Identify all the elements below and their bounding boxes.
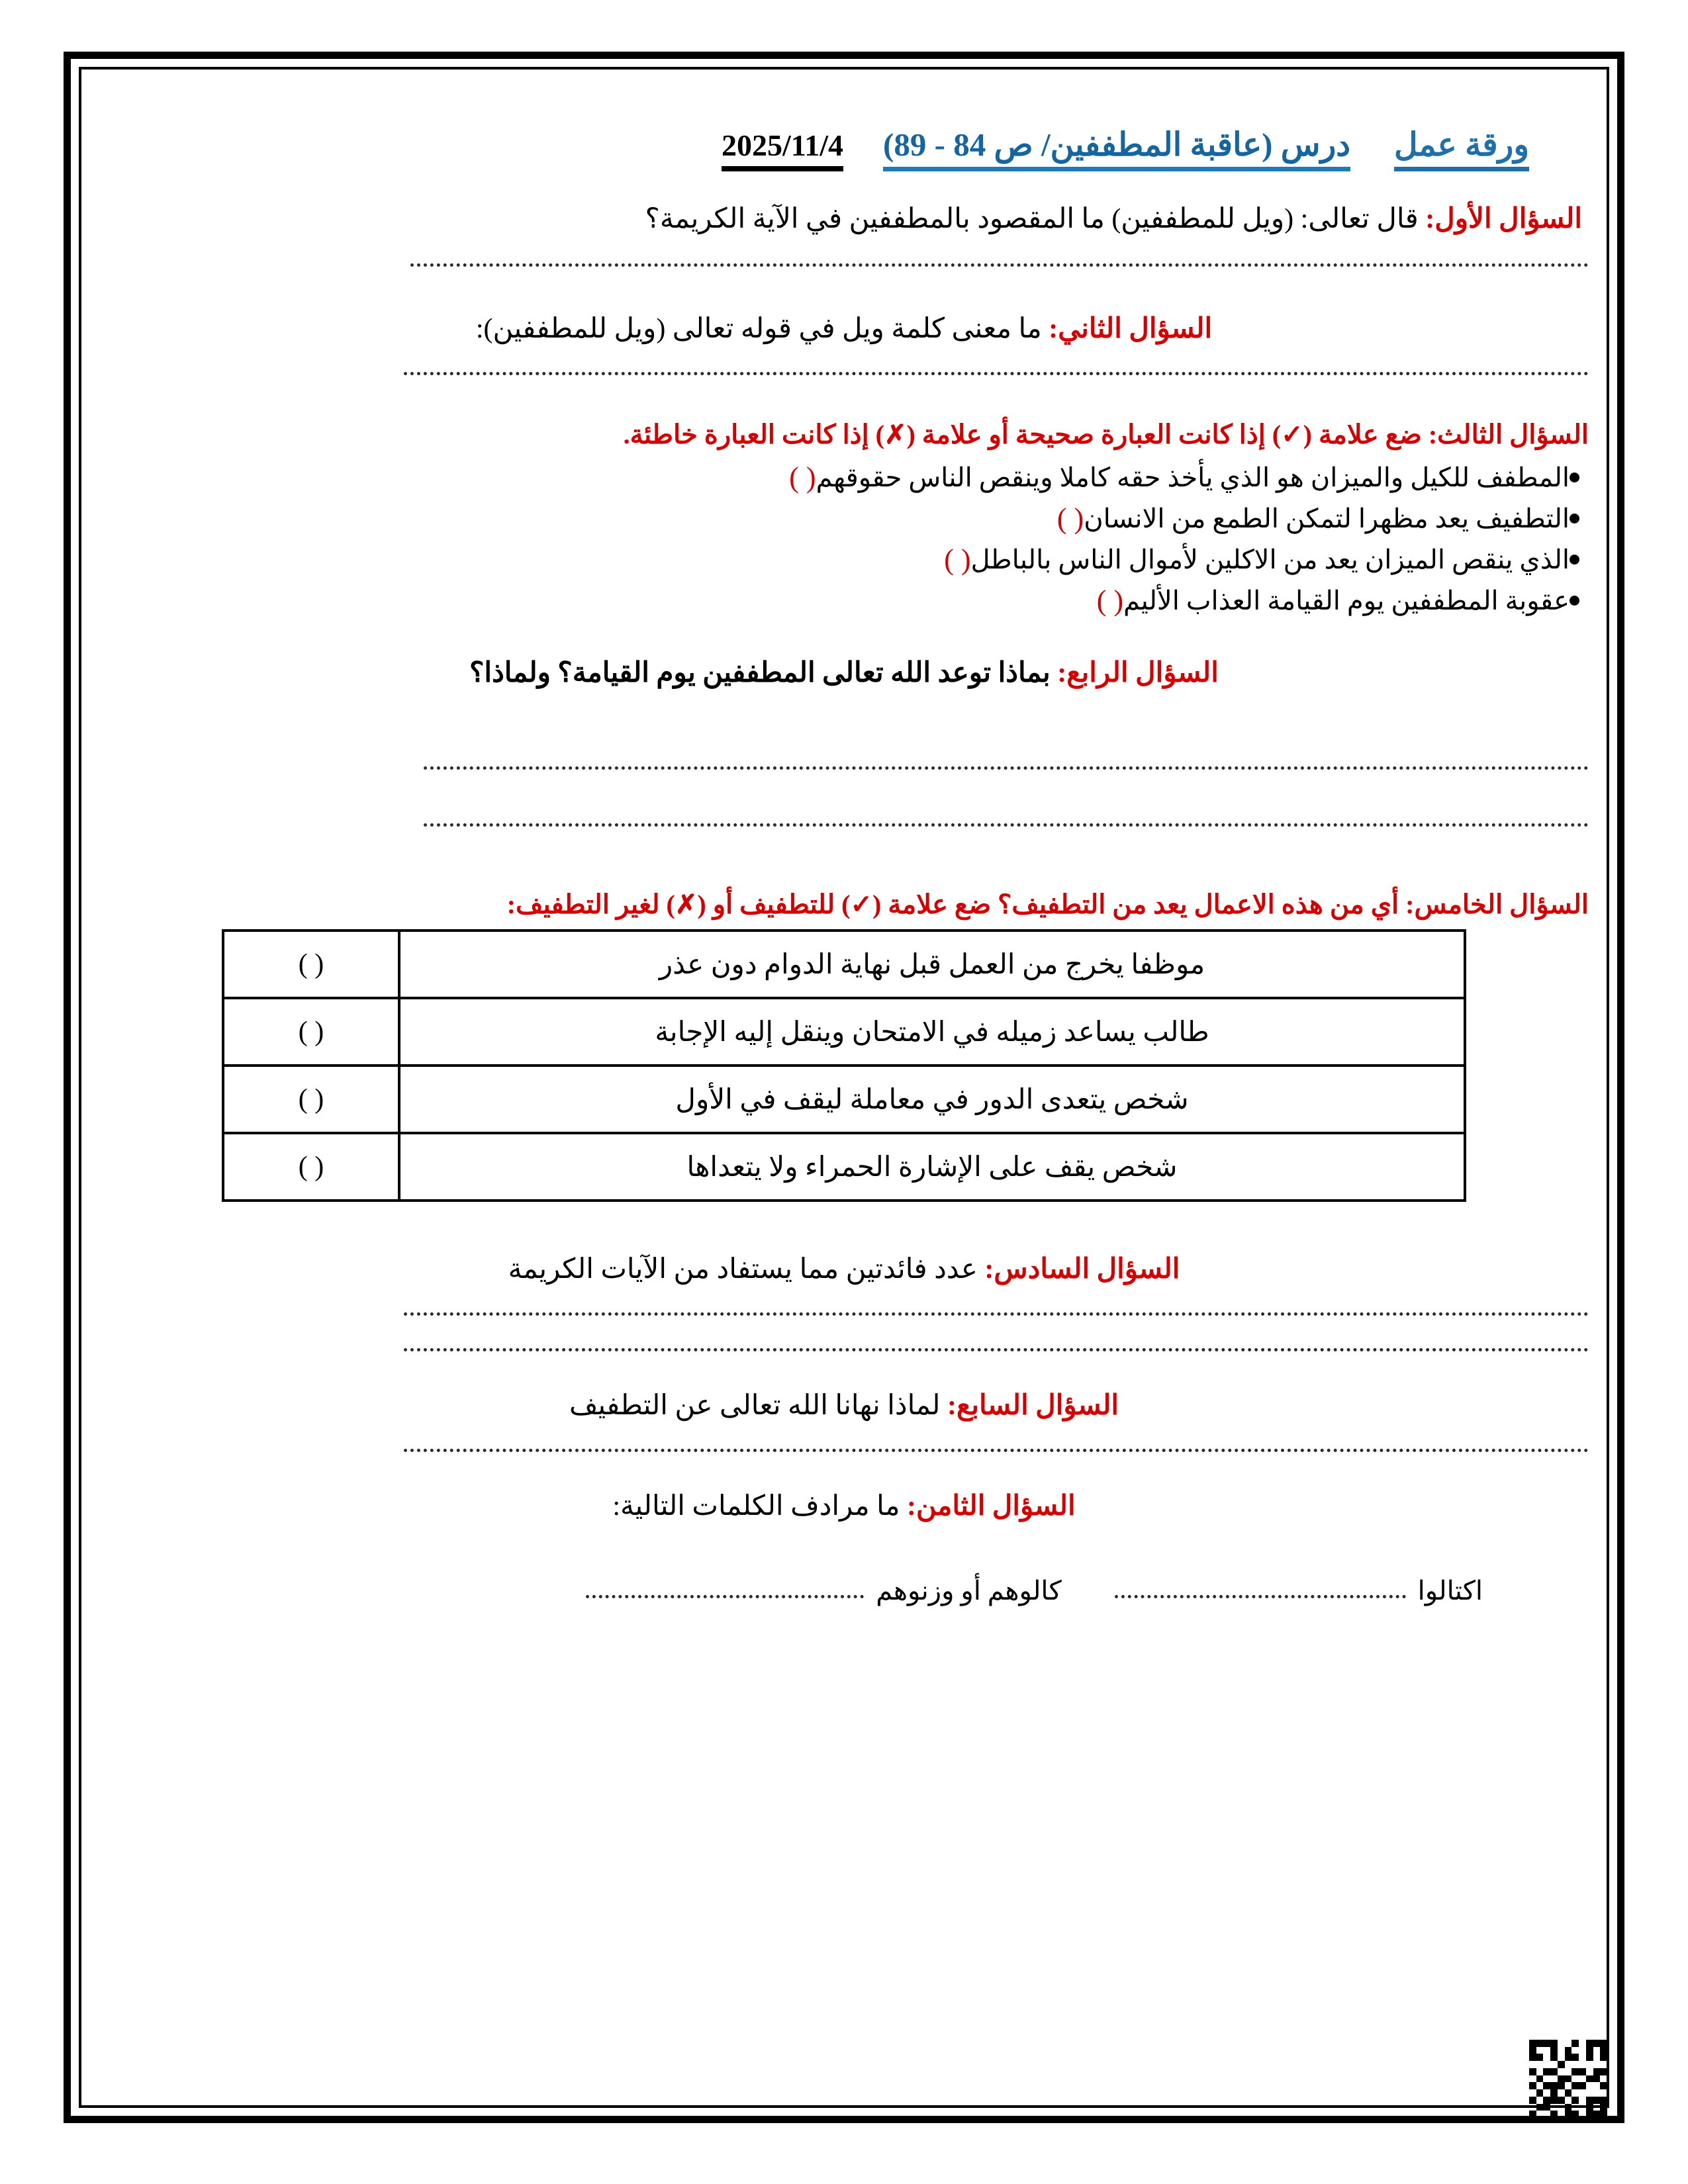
question-6-answer-line-2[interactable] [404, 1347, 1589, 1351]
table-cell-answer-box[interactable]: ( ) [223, 998, 399, 1066]
statement-answer-box[interactable]: ( ) [944, 543, 971, 576]
worksheet-header [99, 99, 1589, 171]
bullet-icon [1570, 514, 1579, 523]
table-cell-statement: شخص يقف على الإشارة الحمراء ولا يتعداها [399, 1133, 1465, 1201]
question-4-answer-line-1[interactable] [424, 766, 1589, 770]
synonym-word-1: اكتالوا [1417, 1575, 1483, 1606]
question-4 [99, 655, 1589, 693]
statement-answer-box[interactable]: ( ) [1056, 502, 1084, 535]
table-cell-statement: طالب يساعد زميله في الامتحان وينقل إليه الإجابة [399, 998, 1465, 1066]
bullet-icon [1570, 596, 1579, 606]
question-6 [99, 1251, 1589, 1289]
statement-text: الذي ينقص الميزان يعد من الاكلين لأموال الناس بالباطل [970, 544, 1570, 574]
list-item [99, 461, 1589, 494]
question-6-answer-line-1[interactable] [404, 1312, 1589, 1316]
table-row [223, 931, 1465, 998]
question-8-synonyms [99, 1575, 1589, 1606]
question-6-label: السؤال السادس: [984, 1253, 1180, 1285]
list-item [99, 502, 1589, 535]
question-5-label: السؤال الخامس: أي من هذه الاعمال يعد من التطفيف؟ ضع علامة (✓) للتطفيف أو (✗) لغير التطفيف: [506, 889, 1589, 919]
worksheet-label: ورقة عمل [1394, 127, 1529, 171]
question-2 [99, 310, 1589, 349]
question-4-text: بماذا توعد الله تعالى المطففين يوم القيامة؟ ولماذا؟ [469, 657, 1051, 688]
table-cell-answer-box[interactable]: ( ) [223, 1066, 399, 1133]
synonym-word-2: كالوهم أو وزنوهم [876, 1575, 1062, 1606]
question-6-text: عدد فائدتين مما يستفاد من الآيات الكريمة [508, 1253, 978, 1285]
question-8 [99, 1488, 1589, 1526]
bullet-icon [1570, 555, 1579, 565]
table-row [223, 998, 1465, 1066]
lesson-title: درس (عاقبة المطففين/ ص 84 - 89) [883, 127, 1350, 171]
bullet-icon [1570, 473, 1579, 482]
question-5-table [222, 929, 1466, 1202]
table-cell-statement: شخص يتعدى الدور في معاملة ليقف في الأول [399, 1066, 1465, 1133]
worksheet-date: 2025/11/4 [722, 128, 843, 171]
question-5-table-wrap [99, 929, 1589, 1202]
table-cell-answer-box[interactable]: ( ) [223, 1133, 399, 1201]
question-7-label: السؤال السابع: [947, 1390, 1119, 1421]
synonym-answer-line-1[interactable] [1115, 1594, 1406, 1598]
table-cell-answer-box[interactable]: ( ) [223, 931, 399, 998]
statement-answer-box[interactable]: ( ) [1096, 584, 1124, 617]
statement-answer-box[interactable]: ( ) [789, 461, 816, 494]
statement-text: المطفف للكيل والميزان هو الذي يأخذ حقه كاملا وينقص الناس حقوقهم [816, 462, 1570, 492]
question-4-answer-line-2[interactable] [424, 823, 1589, 827]
worksheet-content [99, 99, 1589, 2085]
table-row [223, 1066, 1465, 1133]
question-5 [99, 889, 1589, 920]
question-7-text: لماذا نهانا الله تعالى عن التطفيف [569, 1390, 941, 1421]
qr-code-icon [1529, 2040, 1607, 2118]
question-1-text: قال تعالى: (ويل للمطففين) ما المقصود بالمطففين في الآية الكريمة؟ [645, 203, 1419, 234]
question-3-statements [99, 461, 1589, 617]
question-1-answer-line[interactable] [410, 263, 1589, 267]
table-cell-statement: موظفا يخرج من العمل قبل نهاية الدوام دون عذر [399, 931, 1465, 998]
question-8-text: ما مرادف الكلمات التالية: [612, 1490, 900, 1522]
question-3-label: السؤال الثالث: ضع علامة (✓) إذا كانت العبارة صحيحة أو علامة (✗) إذا كانت العبارة خاطئة. [623, 419, 1589, 449]
synonym-answer-line-2[interactable] [586, 1594, 864, 1598]
statement-text: التطفيف يعد مظهرا لتمكن الطمع من الانسان [1084, 503, 1570, 533]
question-3 [99, 419, 1589, 450]
question-4-label: السؤال الرابع: [1057, 657, 1219, 688]
question-2-answer-line[interactable] [404, 371, 1589, 375]
list-item [99, 543, 1589, 576]
question-7-answer-line[interactable] [404, 1448, 1589, 1452]
statement-text: عقوبة المطففين يوم القيامة العذاب الأليم [1123, 585, 1570, 615]
list-item [99, 584, 1589, 617]
question-2-label: السؤال الثاني: [1049, 313, 1213, 344]
question-1-label: السؤال الأول: [1425, 203, 1582, 234]
question-7 [99, 1387, 1589, 1426]
question-1 [99, 201, 1589, 239]
question-2-text: ما معنى كلمة ويل في قوله تعالى (ويل للمطففين): [475, 313, 1042, 344]
table-row [223, 1133, 1465, 1201]
question-8-label: السؤال الثامن: [906, 1490, 1076, 1522]
